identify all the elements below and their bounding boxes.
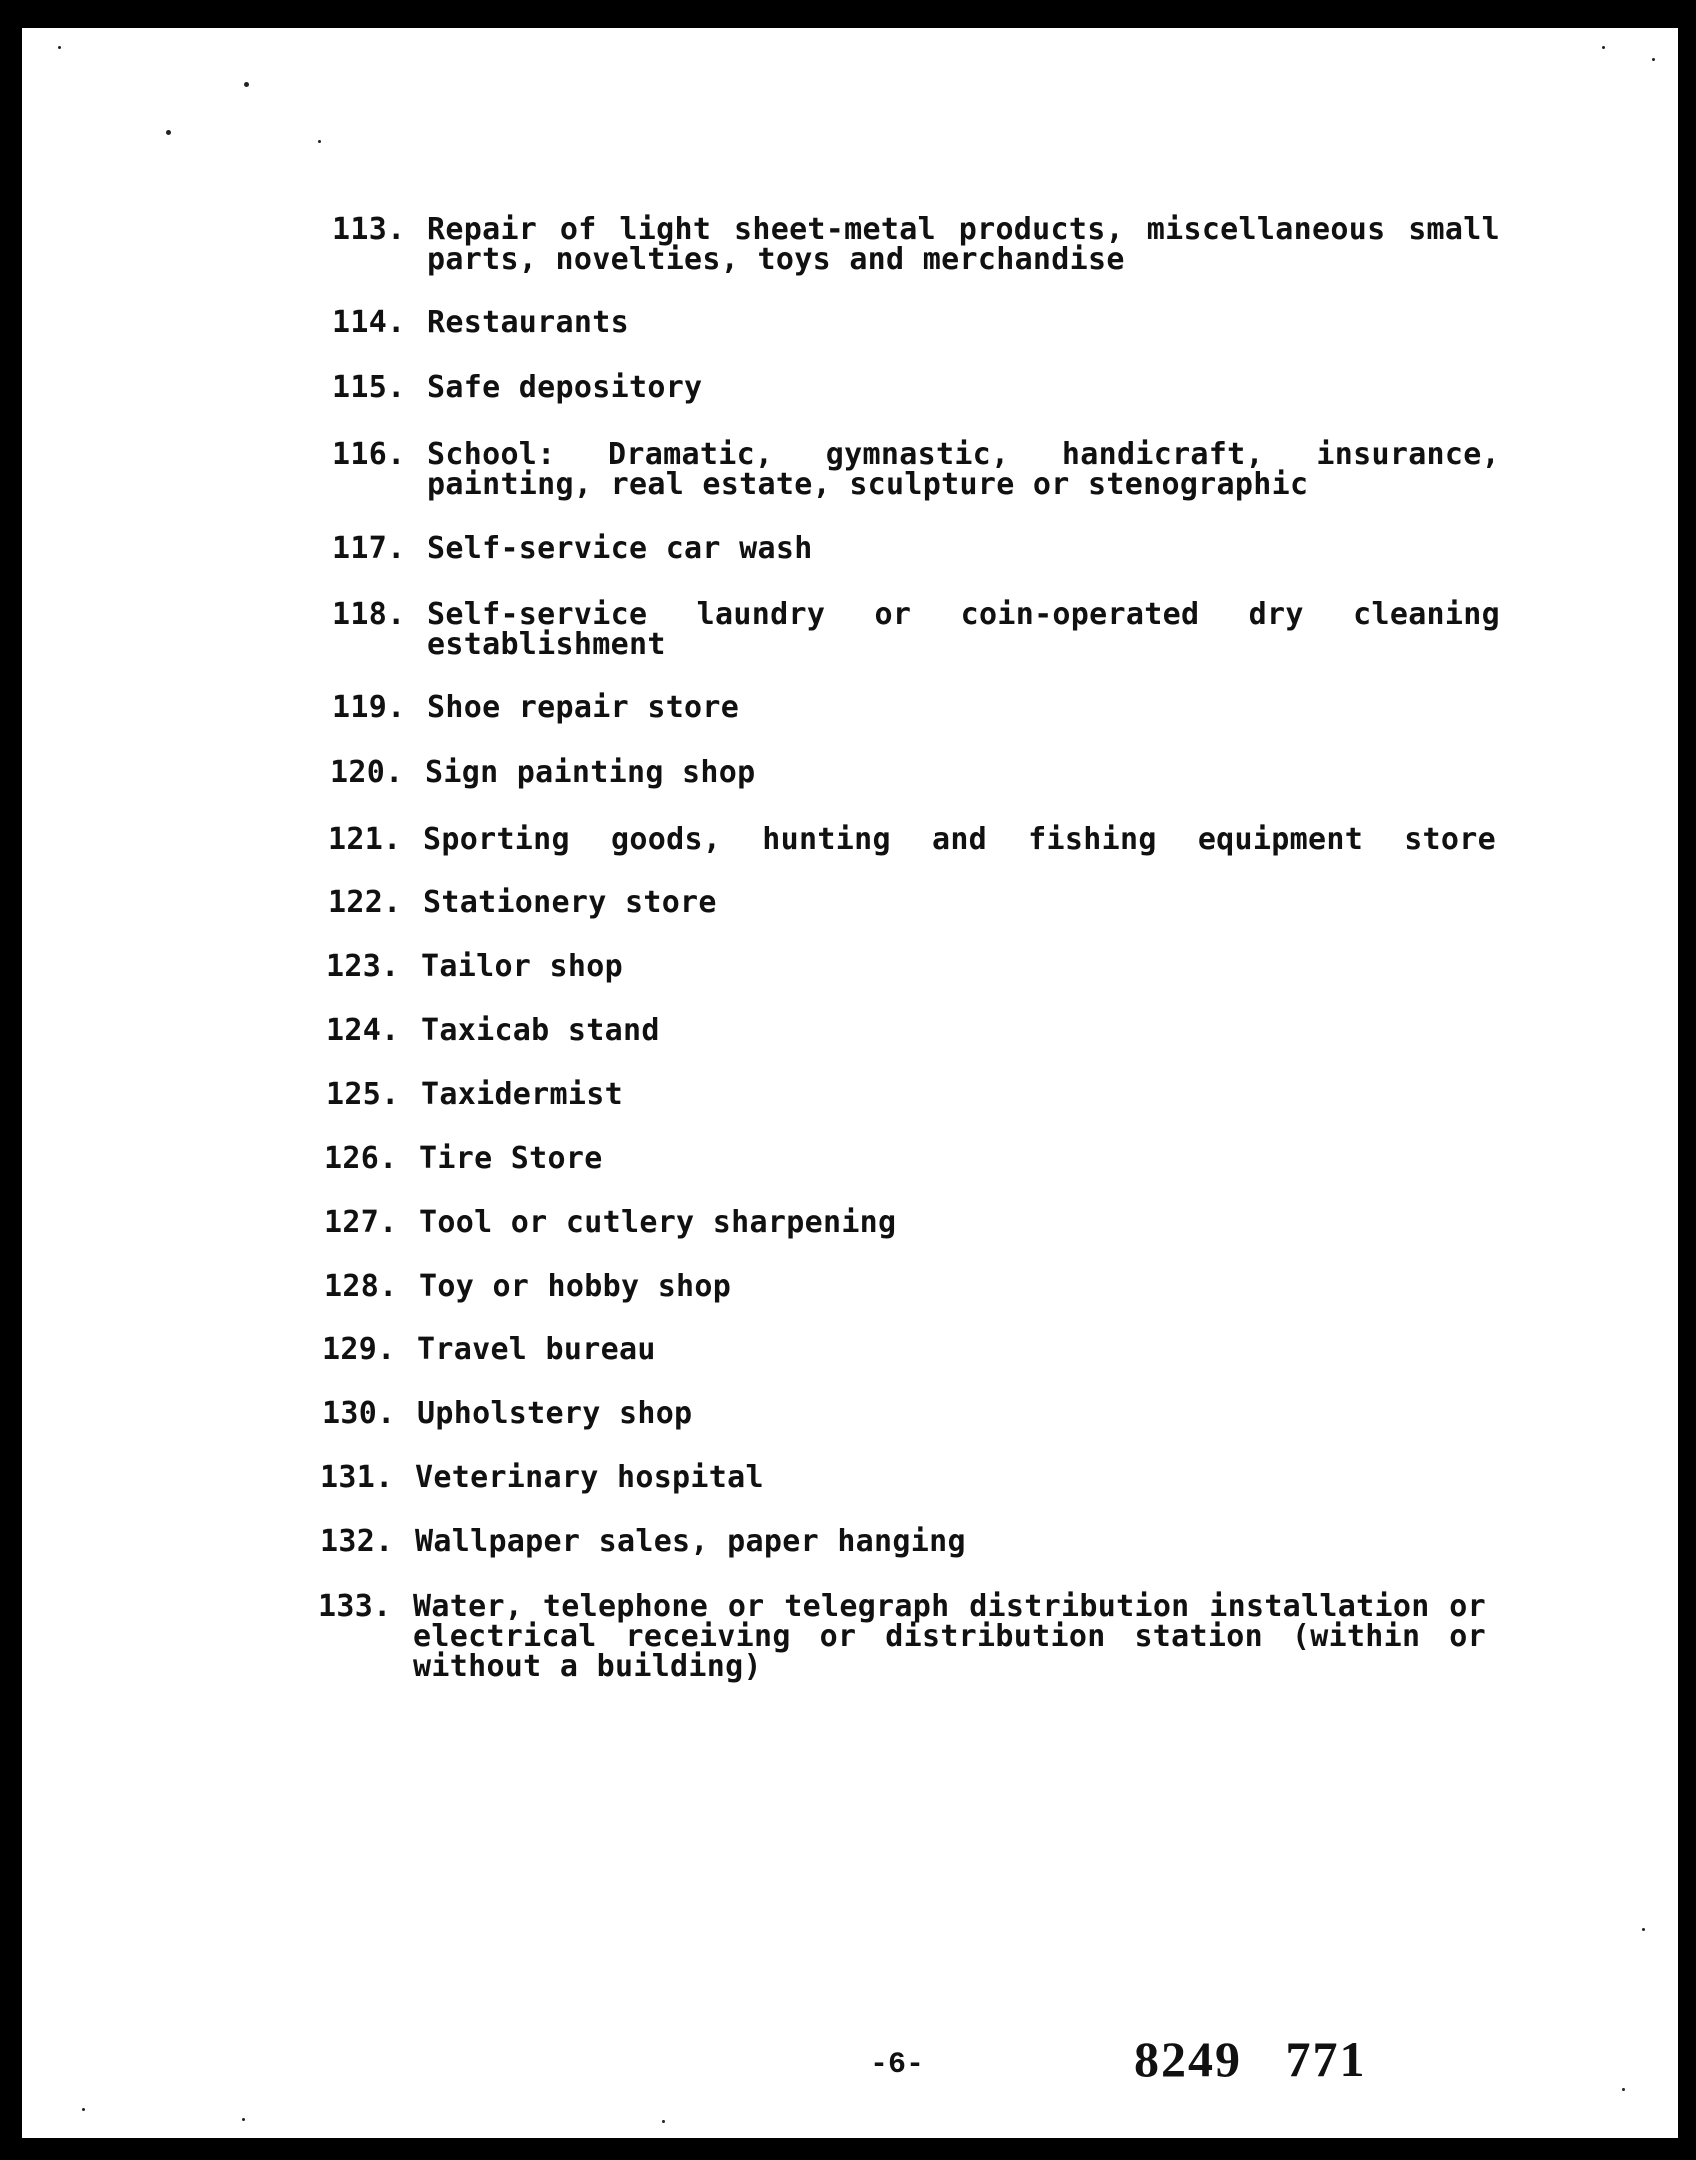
item-text: Upholstery shop bbox=[417, 1396, 693, 1431]
item-text: Toy or hobby shop bbox=[419, 1269, 732, 1304]
item-number: 123. bbox=[326, 949, 400, 984]
scan-speck bbox=[82, 2108, 85, 2111]
item-number: 128. bbox=[324, 1269, 398, 1304]
item-text: Tool or cutlery sharpening bbox=[419, 1205, 897, 1240]
item-number: 129. bbox=[322, 1332, 396, 1367]
item-text: Safe depository bbox=[427, 370, 703, 405]
item-number: 131. bbox=[320, 1460, 394, 1495]
item-number: 125. bbox=[326, 1077, 400, 1112]
item-text: School: Dramatic, gymnastic, handicraft, insurance, painting, real estate, sculpture or stenographic bbox=[427, 437, 1500, 502]
scan-speck bbox=[662, 2120, 665, 2123]
item-number: 121. bbox=[328, 822, 402, 857]
document-code: 8249 771 bbox=[1134, 2031, 1367, 2087]
item-number: 124. bbox=[326, 1013, 400, 1048]
item-number: 115. bbox=[332, 370, 406, 405]
zoning-use-list bbox=[22, 28, 1678, 2138]
item-number: 130. bbox=[322, 1396, 396, 1431]
item-text: Stationery store bbox=[423, 885, 717, 920]
item-text: Taxidermist bbox=[421, 1077, 623, 1112]
scan-speck bbox=[1622, 2088, 1625, 2091]
item-text: Shoe repair store bbox=[427, 690, 740, 725]
item-text: Self-service laundry or coin-operated dry cleaning establishment bbox=[427, 597, 1500, 662]
item-number: 127. bbox=[324, 1205, 398, 1240]
item-number: 116. bbox=[332, 437, 406, 472]
document-page bbox=[22, 28, 1678, 2138]
item-text: Sign painting shop bbox=[425, 755, 756, 790]
item-number: 119. bbox=[332, 690, 406, 725]
item-text: Tire Store bbox=[419, 1141, 603, 1176]
scan-speck bbox=[1642, 1928, 1645, 1931]
item-number: 113. bbox=[332, 212, 406, 247]
item-text: Self-service car wash bbox=[427, 531, 813, 566]
item-text: Travel bureau bbox=[417, 1332, 656, 1367]
item-text: Tailor shop bbox=[421, 949, 623, 984]
item-number: 122. bbox=[328, 885, 402, 920]
item-number: 114. bbox=[332, 305, 406, 340]
item-number: 126. bbox=[324, 1141, 398, 1176]
page-number: -6- bbox=[870, 2048, 925, 2082]
item-text: Veterinary hospital bbox=[415, 1460, 764, 1495]
item-text: Taxicab stand bbox=[421, 1013, 660, 1048]
item-text: Wallpaper sales, paper hanging bbox=[415, 1524, 966, 1559]
item-number: 132. bbox=[320, 1524, 394, 1559]
item-text: Restaurants bbox=[427, 305, 629, 340]
item-number: 120. bbox=[330, 755, 404, 790]
item-text: Sporting goods, hunting and fishing equipment store bbox=[423, 822, 1496, 857]
item-number: 118. bbox=[332, 597, 406, 632]
item-number: 117. bbox=[332, 531, 406, 566]
item-text: Water, telephone or telegraph distribution installation or electrical receiving or distribution station (within or without a building) bbox=[413, 1589, 1486, 1684]
item-number: 133. bbox=[318, 1589, 392, 1624]
item-text: Repair of light sheet-metal products, miscellaneous small parts, novelties, toys and merchandise bbox=[427, 212, 1500, 277]
scan-speck bbox=[242, 2118, 245, 2121]
